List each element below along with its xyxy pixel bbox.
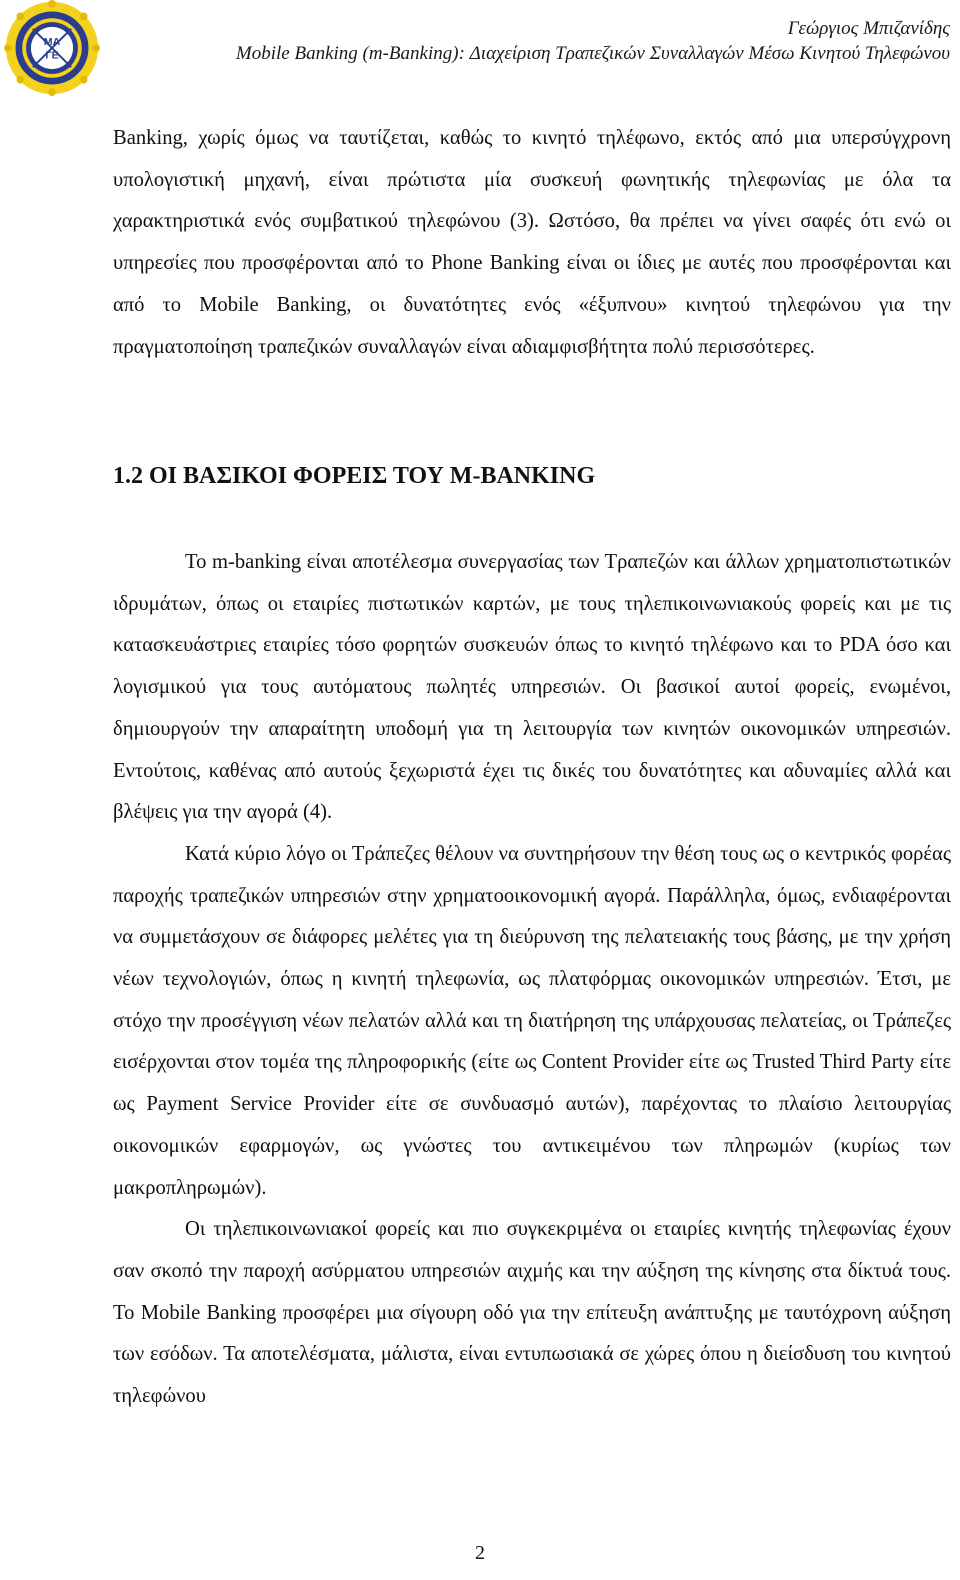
intro-text: [113, 118, 951, 368]
svg-text:ΓΕ: ΓΕ: [45, 49, 59, 62]
svg-text:ΜΑ: ΜΑ: [43, 36, 61, 49]
university-logo: [4, 0, 100, 96]
paragraph: Κατά κύριο λόγο οι Τράπεζες θέλουν να συντηρήσουν την θέση τους ως ο κεντρικός φορέας παροχής τραπεζικών υπηρεσιών στην χρηματοοικονομική αγορά. Παράλληλα, όμως, ενδιαφέρονται να συμμετάσχουν σε διάφορες μελέτες για τη διεύρυνση της πελατειακής τους βάσης, με την χρήση νέων τεχνολογιών, όπως η κινητή τηλεφωνία, ως πλατφόρμας οικονομικών υπηρεσιών. Έτσι, με στόχο την προσέγγιση νέων πελατών αλλά και τη διατήρηση της υπάρχουσας πελατείας, οι Τράπεζες εισέρχονται στον τομέα της πληροφορικής (είτε ως Content Provider είτε ως Trusted Third Party είτε ως Payment Service Provider είτε σε συνδυασμό αυτών), παρέχοντας το πλαίσιο λειτουργίας οικονομικών εφαρμογών, ως γνώστες του αντικειμένου των πληρωμών (κυρίως των μακροπληρωμών).: [113, 842, 951, 1199]
paragraph: Οι τηλεπικοινωνιακοί φορείς και πιο συγκεκριμένα οι εταιρίες κινητής τηλεφωνίας έχουν σαν σκοπό την παροχή ασύρματου υπηρεσιών αιχμής και την αύξηση της κίνησης στα δίκτυά τους. Το Mobile Banking προσφέρει μια σίγουρη οδό για την επίτευξη ανάπτυξης με ταυτόχρονη αύξηση των εσόδων. Τα αποτελέσματα, μάλιστα, είναι εντυπωσιακά σε χώρες όπου η διείσδυση του κινητού τηλεφώνου: [113, 1218, 951, 1408]
header-title: Mobile Banking (m-Banking): Διαχείριση Τραπεζικών Συναλλαγών Μέσω Κινητού Τηλεφώνου: [235, 43, 950, 64]
page-number: 2: [475, 1542, 485, 1564]
paragraph: Banking, χωρίς όμως να ταυτίζεται, καθώς το κινητό τηλέφωνο, εκτός από μια υπερσύγχρονη υπολογιστική μηχανή, είναι πρώτιστα μία συσκευή φωνητικής τηλεφωνίας με όλα τα χαρακτηριστικά ενός συμβατικού τηλεφώνου (3). Ωστόσο, θα πρέπει να γίνει σαφές ότι ενώ οι υπηρεσίες που προσφέρονται από το Phone Banking είναι οι ίδιες με αυτές που προσφέρονται και από το Mobile Banking, οι δυνατότητες ενός «έξυπνου» κινητού τηλεφώνου για την πραγματοποίηση τραπεζικών συναλλαγών είναι αδιαμφισβήτητα πολύ περισσότερες.: [113, 127, 951, 358]
section-heading: 1.2 ΟΙ ΒΑΣΙΚΟΙ ΦΟΡΕΙΣ ΤΟΥ M-BANKING: [113, 463, 596, 489]
header-author: Γεώργιος Μπιζανίδης: [787, 18, 950, 39]
section-body: [113, 542, 951, 1418]
page-header: [236, 16, 950, 66]
paragraph: Το m-banking είναι αποτέλεσμα συνεργασίας των Τραπεζών και άλλων χρηματοπιστωτικών ιδρυμάτων, όπως οι εταιρίες πιστωτικών καρτών, με τους τηλεπικοινωνιακούς φορείς και με τις κατασκευάστριες εταιρίες τόσο φορητών συσκευών όπως το κινητό τηλέφωνο και το PDA όσο και λογισμικού για τους αυτόματους πωλητές υπηρεσιών. Οι βασικοί αυτοί φορείς, ενωμένοι, δημιουργούν την απαραίτητη υποδομή για τη λειτουργία των κινητών οικονομικών υπηρεσιών. Εντούτοις, καθένας από αυτούς ξεχωριστά έχει τις δικές του δυνατότητες και αδυναμίες αλλά και βλέψεις για την αγορά (4).: [113, 551, 951, 824]
